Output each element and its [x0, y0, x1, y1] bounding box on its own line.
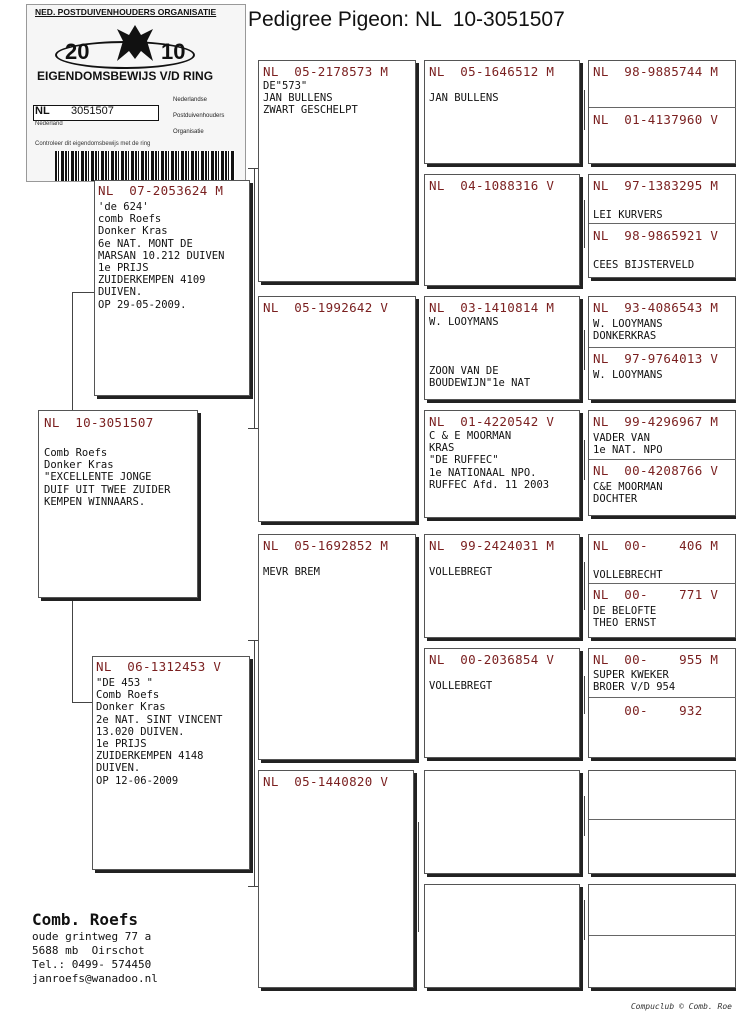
grandparent-notes: DE"573" JAN BULLENS ZWART GESCHELPT: [263, 80, 358, 117]
great-grandparent-card[interactable]: [424, 770, 580, 874]
great-grandparent-card[interactable]: [424, 884, 580, 988]
pigeon-id: NL 10-3051507: [44, 415, 154, 430]
gg-grandparent-notes: SUPER KWEKER BROER V/D 954: [593, 669, 676, 694]
gg-grandparent-notes: CEES BIJSTERVELD: [593, 259, 695, 272]
gg-grandparent-notes: C&E MOORMAN DOCHTER: [593, 481, 663, 506]
gg-grandparent-card[interactable]: [588, 410, 736, 516]
gg-grandparent-notes: VOLLEBRECHT: [593, 569, 663, 582]
gg-grandparent-notes: W. LOOYMANS DONKERKRAS: [593, 318, 663, 343]
great-grandparent-notes: C & E MOORMAN KRAS "DE RUFFEC" 1e NATIONAAL NPO. RUFFEC Afd. 11 2003: [429, 430, 550, 491]
gg-grandparent-id: NL 99-4296967 M: [593, 414, 719, 429]
gg-grandparent-card[interactable]: [588, 174, 736, 278]
great-grandparent-notes: VOLLEBREGT: [429, 566, 493, 579]
sire-id: NL 07-2053624 M: [98, 183, 224, 198]
ring-number: 3051507: [71, 105, 114, 117]
gg-grandparent-notes: DE BELOFTE THEO ERNST: [593, 605, 657, 630]
grandparent-card[interactable]: [258, 534, 416, 760]
gg-grandparent-notes: W. LOOYMANS: [593, 369, 663, 381]
lion-logo-icon: [111, 21, 159, 65]
great-grandparent-card[interactable]: [424, 648, 580, 758]
dam-notes: "DE 453 " Comb Roefs Donker Kras 2e NAT. SINT VINCENT 13.020 DUIVEN. 1e PRIJS ZUIDERKEMPEN 4148 DUIVEN. OP 12-06-2009: [96, 677, 223, 787]
gg-grandparent-id: NL 93-4086543 M: [593, 300, 719, 315]
page-title: Pedigree Pigeon: NL 10-3051507: [248, 8, 565, 31]
card-notice: Controleer dit eigendomsbewijs met de ring: [35, 141, 151, 147]
dam-id: NL 06-1312453 V: [96, 659, 222, 674]
subject-pigeon-card[interactable]: [38, 410, 198, 598]
gg-grandparent-id: NL 00- 771 V: [593, 587, 719, 602]
gg-grandparent-id: NL 00-4208766 V: [593, 463, 719, 478]
great-grandparent-notes: JAN BULLENS: [429, 92, 499, 105]
grandparent-id: NL 05-1440820 V: [263, 774, 389, 789]
gg-grandparent-id: NL 97-9764013 V: [593, 351, 719, 366]
gg-grandparent-id: 00- 932: [593, 703, 703, 718]
grandparent-notes: MEVR BREM: [263, 566, 320, 579]
grandparent-card[interactable]: [258, 296, 416, 522]
gg-grandparent-id: NL 98-9885744 M: [593, 64, 719, 79]
great-grandparent-card[interactable]: [424, 174, 580, 286]
side-label-2: Postduivenhouders: [173, 113, 225, 119]
gg-grandparent-notes: VADER VAN 1e NAT. NPO: [593, 432, 663, 457]
great-grandparent-id: NL 99-2424031 M: [429, 538, 555, 553]
gg-grandparent-id: NL 00- 955 M: [593, 652, 719, 667]
ring-country: NL: [35, 105, 50, 117]
gg-grandparent-notes: LEI KURVERS: [593, 209, 663, 222]
great-grandparent-notes: W. LOOYMANS ZOON VAN DE BOUDEWIJN"1e NAT: [429, 316, 531, 390]
gg-grandparent-card[interactable]: [588, 884, 736, 988]
gg-grandparent-card[interactable]: [588, 648, 736, 758]
great-grandparent-notes: VOLLEBREGT: [429, 680, 493, 693]
sire-card[interactable]: [94, 180, 250, 396]
barcode: [55, 151, 235, 181]
breeder-address-1: oude grintweg 77 a: [32, 930, 152, 943]
grandparent-id: NL 05-1992642 V: [263, 300, 389, 315]
organisation-label: NED. POSTDUIVENHOUDERS ORGANISATIE: [35, 7, 217, 17]
software-credit: Compuclub © Comb. Roe: [630, 1002, 732, 1011]
gg-grandparent-card[interactable]: [588, 60, 736, 164]
side-label-1: Nederlandse: [173, 97, 208, 103]
gg-grandparent-id: NL 97-1383295 M: [593, 178, 719, 193]
pigeon-notes: Comb Roefs Donker Kras "EXCELLENTE JONGE DUIF UIT TWEE ZUIDER KEMPEN WINNAARS.: [44, 447, 171, 508]
great-grandparent-id: NL 01-4220542 V: [429, 414, 555, 429]
breeder-email[interactable]: janroefs@wanadoo.nl: [32, 972, 158, 985]
gg-grandparent-id: NL 00- 406 M: [593, 538, 719, 553]
breeder-phone: Tel.: 0499- 574450: [32, 958, 152, 971]
grandparent-id: NL 05-2178573 M: [263, 64, 389, 79]
gg-grandparent-card[interactable]: [588, 534, 736, 638]
great-grandparent-id: NL 00-2036854 V: [429, 652, 555, 667]
year-left: 20: [65, 39, 90, 64]
gg-grandparent-id: NL 98-9865921 V: [593, 228, 719, 243]
gg-grandparent-id: NL 01-4137960 V: [593, 112, 719, 127]
grandparent-id: NL 05-1692852 M: [263, 538, 389, 553]
breeder-name: Comb. Roefs: [32, 910, 138, 929]
great-grandparent-id: NL 05-1646512 M: [429, 64, 555, 79]
ring-ownership-card: [26, 4, 246, 182]
gg-grandparent-card[interactable]: [588, 296, 736, 400]
year-right: 10: [161, 39, 186, 64]
country-name: Nederland: [35, 121, 63, 127]
grandparent-card[interactable]: [258, 770, 414, 988]
great-grandparent-card[interactable]: [424, 534, 580, 638]
great-grandparent-card[interactable]: [424, 410, 580, 518]
gg-grandparent-card[interactable]: [588, 770, 736, 874]
side-label-3: Organisatie: [173, 129, 204, 135]
dam-card[interactable]: [92, 656, 250, 870]
great-grandparent-card[interactable]: [424, 296, 580, 400]
great-grandparent-card[interactable]: [424, 60, 580, 164]
great-grandparent-id: NL 03-1410814 M: [429, 300, 555, 315]
breeder-address-2: 5688 mb Oirschot: [32, 944, 145, 957]
grandparent-card[interactable]: [258, 60, 416, 282]
sire-notes: 'de 624' comb Roefs Donker Kras 6e NAT. MONT DE MARSAN 10.212 DUIVEN 1e PRIJS ZUIDERKEMPEN 4109 DUIVEN. OP 29-05-2009.: [98, 201, 225, 311]
great-grandparent-id: NL 04-1088316 V: [429, 178, 555, 193]
ring-heading: EIGENDOMSBEWIJS V/D RING: [37, 69, 214, 83]
